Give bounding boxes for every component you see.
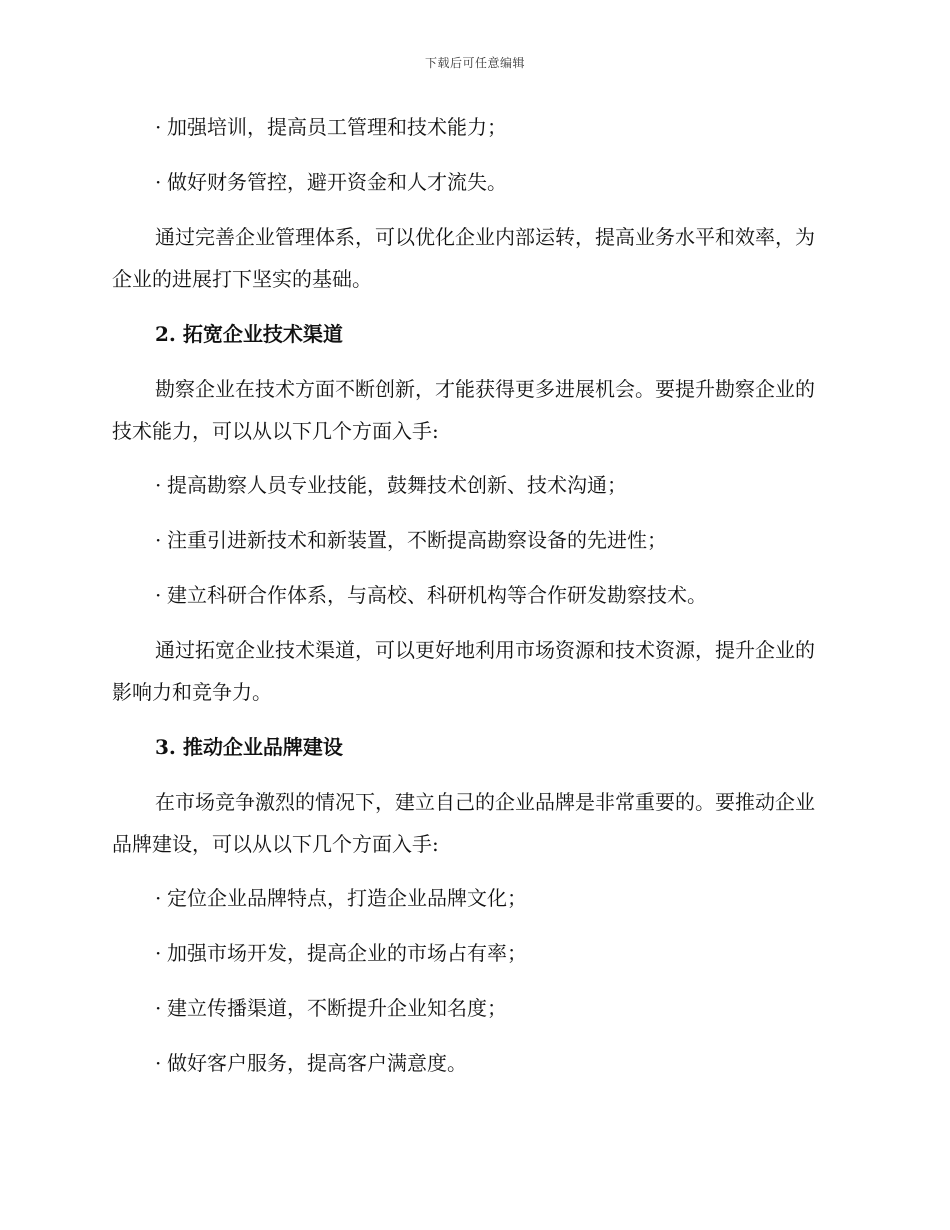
section-heading: 3. 推动企业品牌建设	[155, 735, 343, 759]
bullet-marker: ·	[155, 583, 162, 607]
paragraph: 通过拓宽企业技术渠道，可以更好地利用市场资源和技术资源，提升企业的影响力和竞争力。	[112, 638, 815, 704]
bullet-marker: ·	[155, 996, 162, 1020]
bullet-item	[155, 464, 875, 506]
bullet-marker: ·	[155, 115, 162, 139]
bullet-marker: ·	[155, 170, 162, 194]
paragraph: 在市场竞争激烈的情况下，建立自己的企业品牌是非常重要的。要推动企业品牌建设，可以从以下几个方面入手:	[112, 790, 815, 856]
paragraph: 勘察企业在技术方面不断创新，才能获得更多进展机会。要提升勘察企业的技术能力，可以从以下几个方面入手:	[112, 377, 815, 443]
bullet-text: 提高勘察人员专业技能，鼓舞技术创新、技术沟通；	[167, 473, 627, 497]
bullet-item	[155, 161, 875, 203]
bullet-marker: ·	[155, 528, 162, 552]
bullet-text: 注重引进新技术和新装置，不断提高勘察设备的先进性；	[167, 528, 667, 552]
bullet-item	[155, 519, 875, 561]
bullet-text: 建立科研合作体系，与高校、科研机构等合作研发勘察技术。	[167, 583, 707, 607]
bullet-item	[155, 106, 875, 148]
bullet-text: 做好财务管控，避开资金和人才流失。	[167, 170, 507, 194]
bullet-marker: ·	[155, 886, 162, 910]
page-header: 下载后可任意编辑	[424, 56, 525, 70]
bullet-text: 加强市场开发，提高企业的市场占有率；	[167, 941, 527, 965]
bullet-text: 建立传播渠道，不断提升企业知名度；	[167, 996, 507, 1020]
bullet-marker: ·	[155, 1051, 162, 1075]
bullet-marker: ·	[155, 941, 162, 965]
bullet-marker: ·	[155, 473, 162, 497]
bullet-text: 做好客户服务，提高客户满意度。	[167, 1051, 467, 1075]
bullet-text: 加强培训，提高员工管理和技术能力；	[167, 115, 507, 139]
bullet-item	[155, 987, 875, 1029]
bullet-item	[155, 932, 875, 974]
paragraph: 通过完善企业管理体系，可以优化企业内部运转，提高业务水平和效率，为企业的进展打下坚实的基础。	[112, 225, 815, 291]
bullet-item	[155, 1042, 875, 1084]
bullet-item	[155, 574, 875, 616]
bullet-item	[155, 877, 875, 919]
bullet-text: 定位企业品牌特点，打造企业品牌文化；	[167, 886, 527, 910]
section-heading: 2. 拓宽企业技术渠道	[155, 322, 343, 346]
